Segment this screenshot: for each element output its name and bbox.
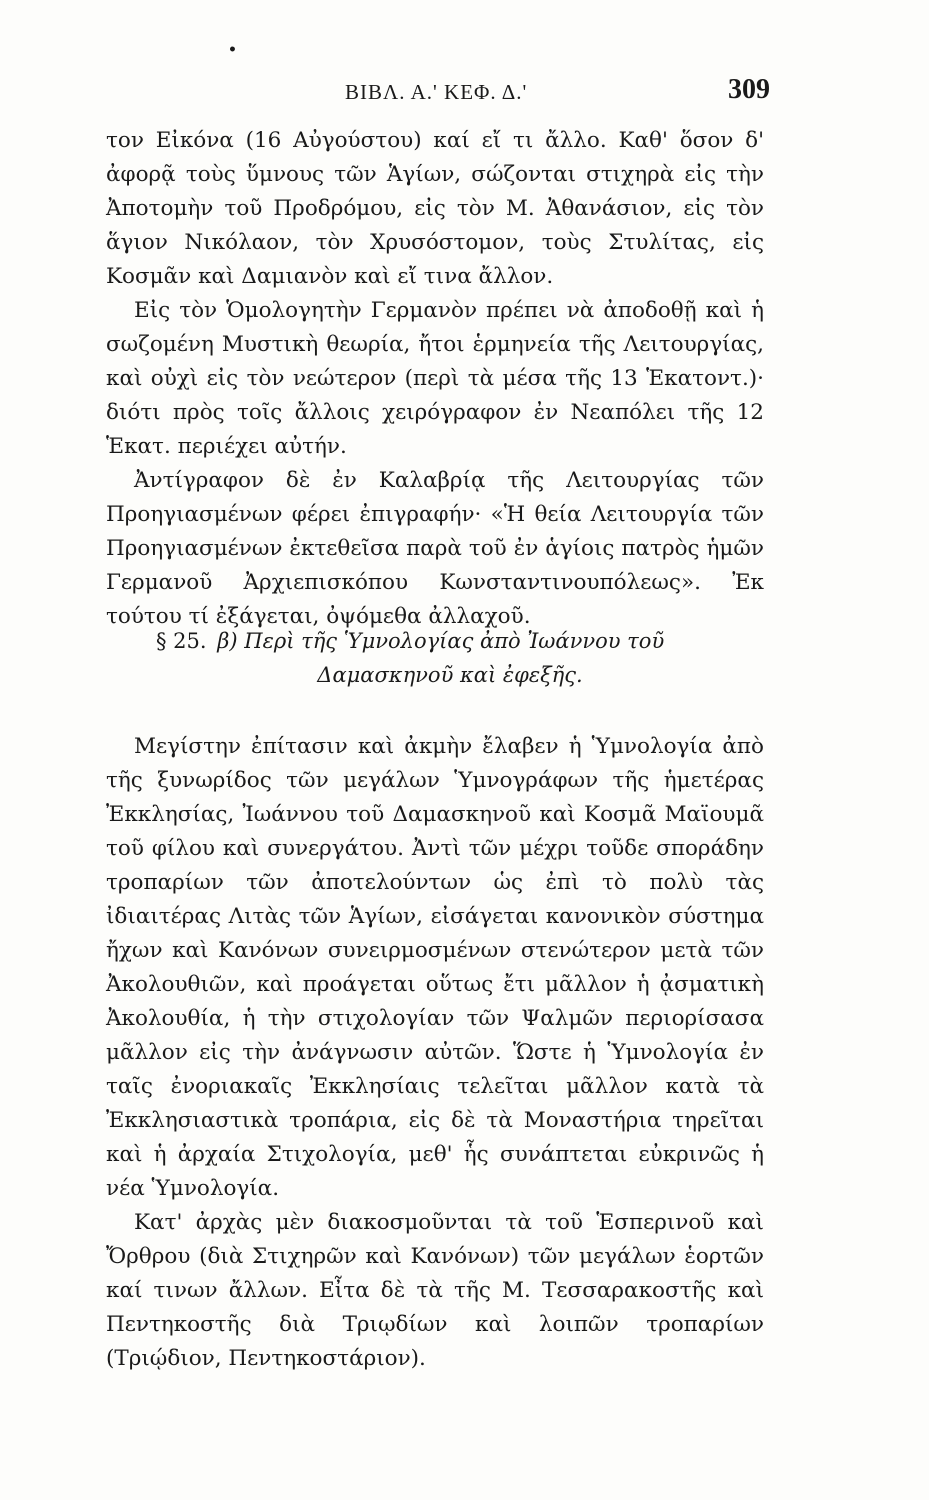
body-text-part-1 [106,124,764,634]
running-head-title: ΒΙΒΛ. Α.' ΚΕΦ. Δ.' [345,80,528,104]
paragraph: Ἀντίγραφον δὲ ἐν Καλαβρίᾳ τῆς Λειτουργίας τῶν Προηγιασμένων φέρει ἐπιγραφήν· «Ἡ θεία Λειτουργία τῶν Προηγιασμένων ἐκτεθεῖσα παρὰ τοῦ ἐν ἁγίοις πατρὸς ἡμῶν Γερμανοῦ Ἀρχιεπισκόπου Κωνσταντινουπόλεως». Ἐκ τούτου τί ἐξάγεται, ὀψόμεθα ἀλλαχοῦ. [106,468,764,629]
section-title-line-2: Δαμασκηνοῦ καὶ ἐφεξῆς. [317,663,583,687]
section-number: § 25. [156,629,207,653]
paragraph: Μεγίστην ἐπίτασιν καὶ ἀκμὴν ἔλαβεν ἡ Ὑμνολογία ἀπὸ τῆς ξυνωρίδος τῶν μεγάλων Ὑμνογράφων τῆς ἡμετέρας Ἐκκλησίας, Ἰωάννου τοῦ Δαμασκηνοῦ καὶ Κοσμᾶ Μαϊουμᾶ τοῦ φίλου καὶ συνεργάτου. Ἀντὶ τῶν μέχρι τοῦδε σποράδην τροπαρίων τῶν ἀποτελούντων ὡς ἐπὶ τὸ πολὺ τὰς ἰδιαιτέρας Λιτὰς τῶν Ἁγίων, εἰσάγεται κανονικὸν σύστημα ἤχων καὶ Κανόνων συνειρμοσμένων στενώτερον μετὰ τῶν Ἀκολουθιῶν, καὶ προάγεται οὕτως ἔτι μᾶλλον ἡ ᾀσματικὴ Ἀκολουθία, ἡ τὴν στιχολογίαν τῶν Ψαλμῶν περιορίσασα μᾶλλον εἰς τὴν ἀνάγνωσιν αὐτῶν. Ὥστε ἡ Ὑμνολογία ἐν ταῖς ἐνοριακαῖς Ἐκκλησίαις τελεῖται μᾶλλον κατὰ τὰ Ἐκκλησιαστικὰ τροπάρια, εἰς δὲ τὰ Μοναστήρια τηρεῖται καὶ ἡ ἀρχαία Στιχολογία, μεθ' ἧς συνάπτεται εὐκρινῶς ἡ νέα Ὑμνολογία. [106,734,764,1201]
section-heading [106,624,764,692]
page-number: 309 [728,74,770,105]
paragraph: Κατ' ἀρχὰς μὲν διακοσμοῦνται τὰ τοῦ Ἑσπερινοῦ καὶ Ὄρθρου (διὰ Στιχηρῶν καὶ Κανόνων) τῶν μεγάλων ἑορτῶν καί τινων ἄλλων. Εἶτα δὲ τὰ τῆς Μ. Τεσσαρακοστῆς καὶ Πεντηκοστῆς διὰ Τριῳδίων καὶ λοιπῶν τροπαρίων (Τριῴδιον, Πεντηκοστάριον). [106,1210,764,1371]
stray-ink-mark: • [228,42,237,58]
paragraph: Εἰς τὸν Ὁμολογητὴν Γερμανὸν πρέπει νὰ ἀποδοθῇ καὶ ἡ σωζομένη Μυστικὴ θεωρία, ἤτοι ἑρμηνεία τῆς Λειτουργίας, καὶ οὐχὶ εἰς τὸν νεώτερον (περὶ τὰ μέσα τῆς 13 Ἑκατοντ.)· διότι πρὸς τοῖς ἄλλοις χειρόγραφον ἐν Νεαπόλει τῆς 12 Ἑκατ. περιέχει αὐτήν. [106,298,764,459]
paragraph: τον Εἰκόνα (16 Αὐγούστου) καί εἴ τι ἄλλο. Καθ' ὅσον δ' ἀφορᾷ τοὺς ὕμνους τῶν Ἁγίων, σώζονται στιχηρὰ εἰς τὴν Ἀποτομὴν τοῦ Προδρόμου, εἰς τὸν Μ. Ἀθανάσιον, εἰς τὸν ἅγιον Νικόλαον, τὸν Χρυσόστομον, τοὺς Στυλίτας, εἰς Κοσμᾶν καὶ Δαμιανὸν καὶ εἴ τινα ἄλλον. [106,128,764,289]
running-header [100,74,770,116]
section-title-line-1: β) Περὶ τῆς Ὑμνολογίας ἀπὸ Ἰωάννου τοῦ [217,629,665,653]
body-text-part-2 [106,730,764,1376]
